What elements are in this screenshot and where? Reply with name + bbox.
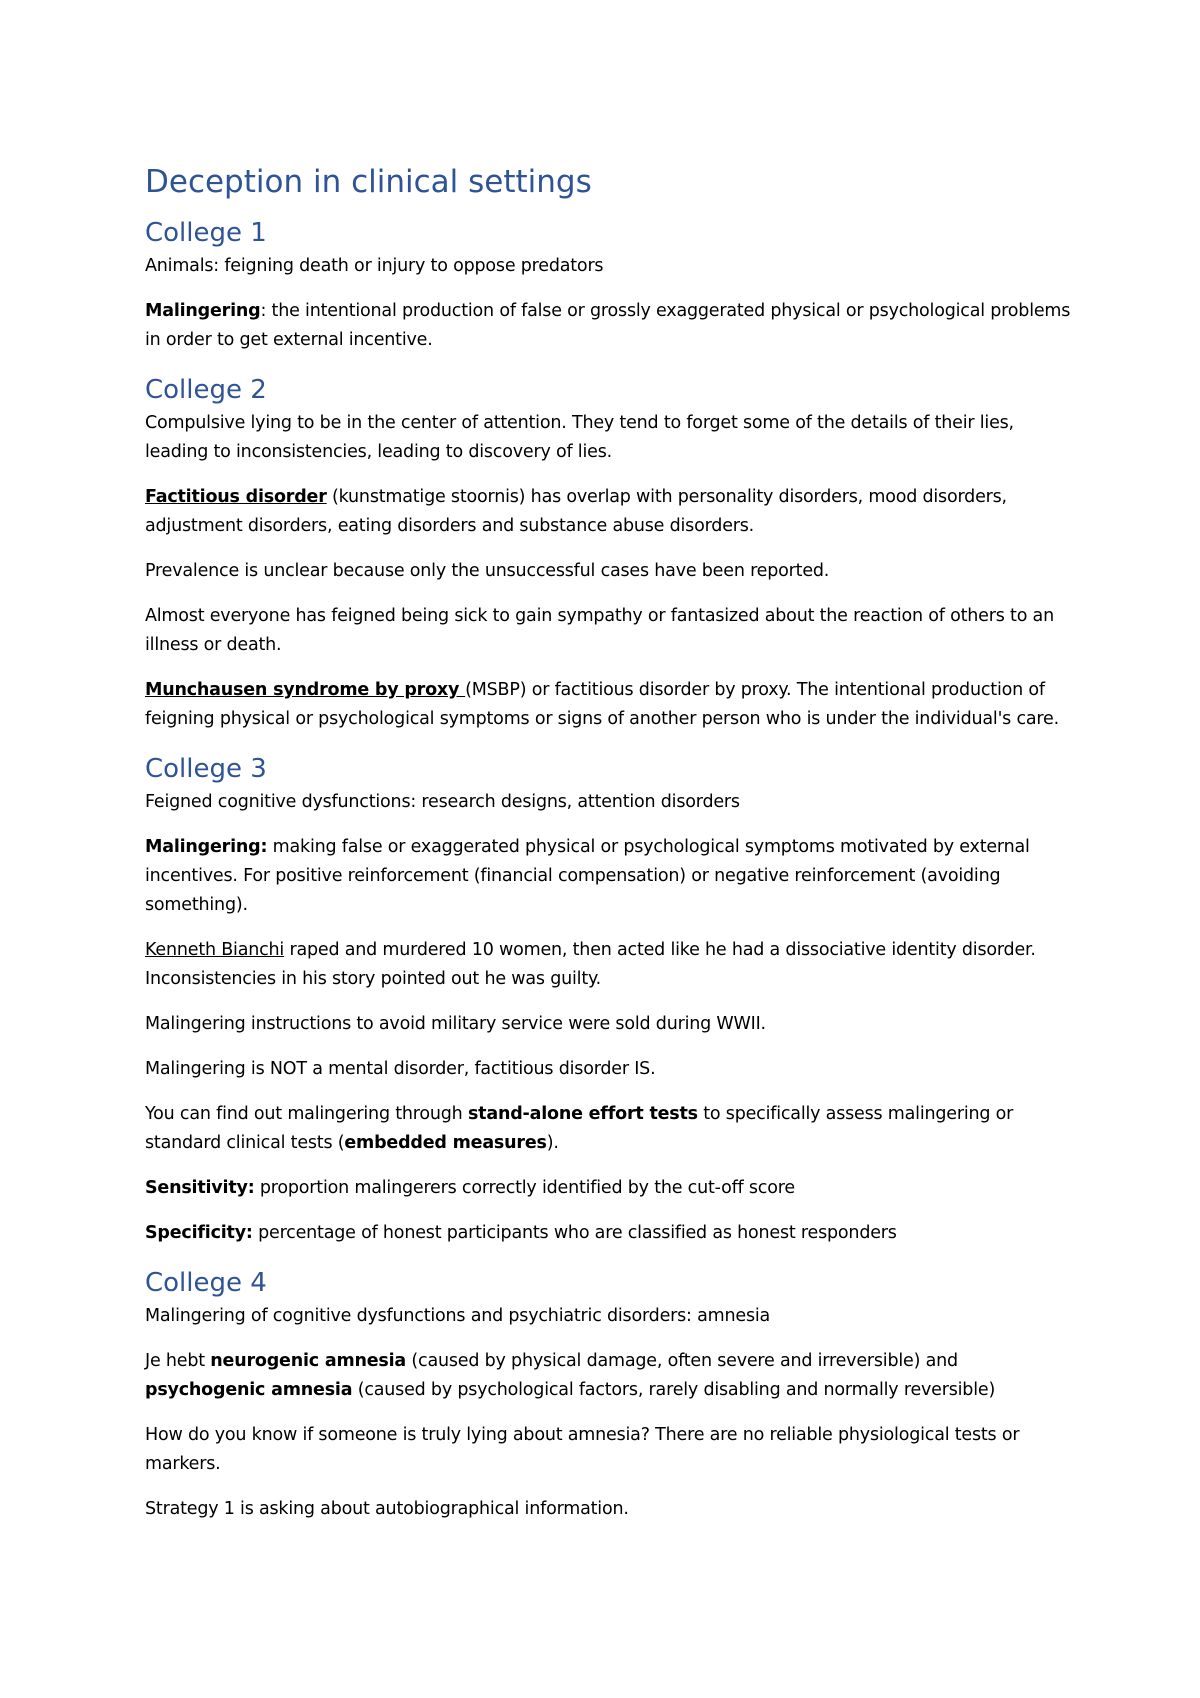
text-run: Strategy 1 is asking about autobiographical information.	[145, 1499, 629, 1519]
section	[145, 750, 1075, 1248]
paragraph	[145, 1055, 1075, 1084]
paragraph	[145, 557, 1075, 586]
paragraph	[145, 676, 1075, 734]
section	[145, 1264, 1075, 1524]
bold-term: Specificity:	[145, 1223, 253, 1243]
text-run: (caused by psychological factors, rarely disabling and normally reversible)	[352, 1380, 996, 1400]
section-heading: College 3	[145, 754, 267, 784]
paragraph	[145, 1421, 1075, 1479]
document-title: Deception in clinical settings	[145, 164, 592, 200]
text-run: raped and murdered 10 women, then acted like he had a dissociative identity disorder. Inconsistencies in his story pointed out he was guilty.	[145, 940, 1036, 989]
paragraph	[145, 1219, 1075, 1248]
paragraph	[145, 1174, 1075, 1203]
paragraph	[145, 788, 1075, 817]
paragraph	[145, 1495, 1075, 1524]
document-page	[145, 160, 1075, 1540]
bold-term: Factitious disorder	[145, 487, 327, 507]
bold-term: stand-alone effort tests	[467, 1104, 698, 1124]
underlined-term: Kenneth Bianchi	[145, 940, 285, 960]
document-body	[145, 214, 1075, 1524]
text-run: Feigned cognitive dysfunctions: research designs, attention disorders	[145, 792, 740, 812]
paragraph	[145, 483, 1075, 541]
paragraph	[145, 1302, 1075, 1331]
bold-term: Munchausen syndrome by proxy	[145, 680, 466, 700]
paragraph	[145, 1010, 1075, 1039]
paragraph	[145, 297, 1075, 355]
paragraph	[145, 602, 1075, 660]
text-run: : the intentional production of false or grossly exaggerated physical or psychological problems in order to get external incentive.	[145, 301, 1071, 350]
text-run: making false or exaggerated physical or psychological symptoms motivated by external incentives. For positive reinforcement (financial compensation) or negative reinforcement (avoiding something).	[145, 837, 1030, 915]
text-run: percentage of honest participants who are classified as honest responders	[252, 1223, 897, 1243]
bold-term: psychogenic amnesia	[145, 1380, 353, 1400]
text-run: to specifically assess malingering or standard clinical tests (	[145, 1104, 1014, 1153]
bold-term: Malingering:	[145, 837, 268, 857]
bold-term: neurogenic amnesia	[210, 1351, 407, 1371]
bold-term: embedded measures	[344, 1133, 547, 1153]
text-run: (caused by physical damage, often severe and irreversible) and	[406, 1351, 958, 1371]
text-run: Malingering of cognitive dysfunctions and psychiatric disorders: amnesia	[145, 1306, 771, 1326]
paragraph	[145, 833, 1075, 920]
section-heading: College 2	[145, 375, 267, 405]
text-run: ).	[546, 1133, 559, 1153]
text-run: Malingering is NOT a mental disorder, factitious disorder IS.	[145, 1059, 656, 1079]
text-run: Animals: feigning death or injury to oppose predators	[145, 256, 604, 276]
text-run: (kunstmatige stoornis) has overlap with personality disorders, mood disorders, adjustment disorders, eating disorders and substance abuse disorders.	[145, 487, 1007, 536]
text-run: Compulsive lying to be in the center of attention. They tend to forget some of the details of their lies, leading to inconsistencies, leading to discovery of lies.	[145, 413, 1014, 462]
section	[145, 214, 1075, 355]
section-heading: College 4	[145, 1268, 267, 1298]
bold-term: Sensitivity:	[145, 1178, 255, 1198]
text-run: Malingering instructions to avoid military service were sold during WWII.	[145, 1014, 766, 1034]
text-run: Almost everyone has feigned being sick to gain sympathy or fantasized about the reaction of others to an illness or death.	[145, 606, 1054, 655]
paragraph	[145, 936, 1075, 994]
text-run: Prevalence is unclear because only the unsuccessful cases have been reported.	[145, 561, 830, 581]
paragraph	[145, 252, 1075, 281]
section	[145, 371, 1075, 734]
text-run: (MSBP) or factitious disorder by proxy. The intentional production of feigning physical or psychological symptoms or signs of another person who is under the individual's care.	[145, 680, 1059, 729]
section-heading: College 1	[145, 218, 267, 248]
paragraph	[145, 409, 1075, 467]
text-run: Je hebt	[145, 1351, 211, 1371]
text-run: proportion malingerers correctly identified by the cut-off score	[254, 1178, 795, 1198]
text-run: You can find out malingering through	[145, 1104, 468, 1124]
bold-term: Malingering	[145, 301, 261, 321]
paragraph	[145, 1347, 1075, 1405]
paragraph	[145, 1100, 1075, 1158]
text-run: How do you know if someone is truly lying about amnesia? There are no reliable physiological tests or markers.	[145, 1425, 1020, 1474]
